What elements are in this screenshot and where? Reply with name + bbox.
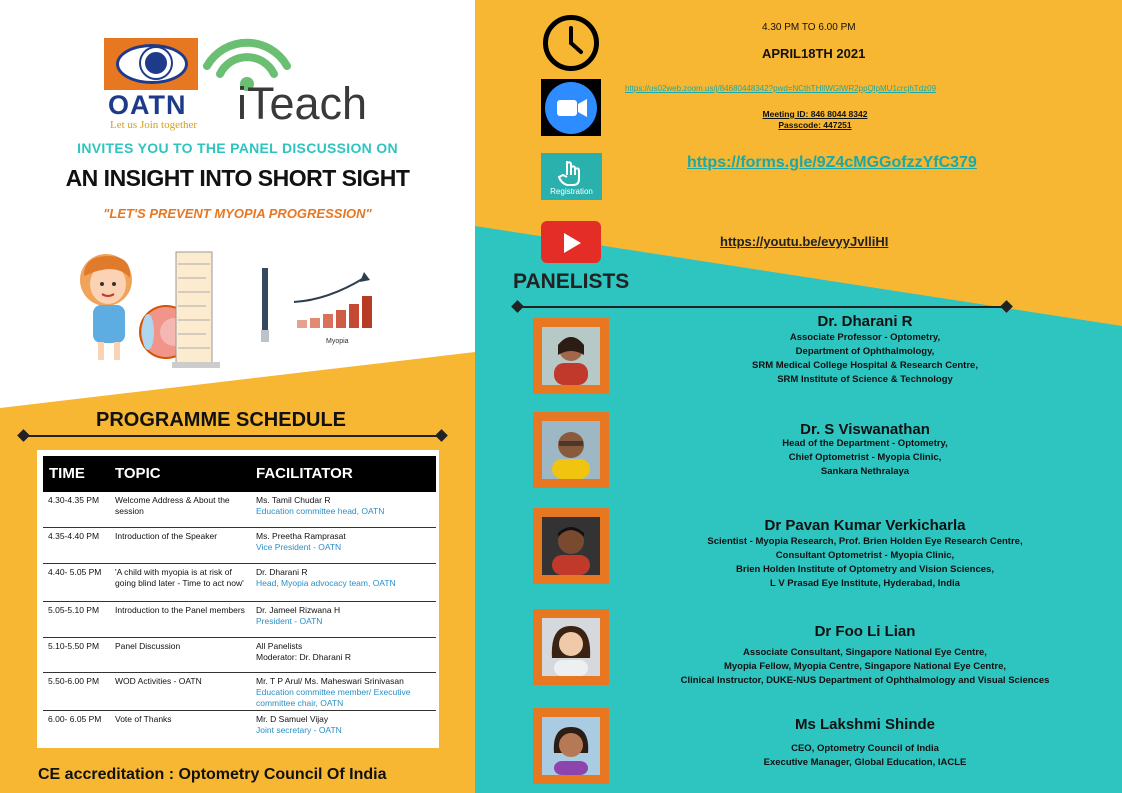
panelists-divider: [517, 306, 1007, 308]
ce-accreditation: CE accreditation : Optometry Council Of India: [38, 766, 387, 783]
table-row: [43, 564, 436, 602]
facilitator-role: President - OATN: [256, 616, 323, 626]
registration-label: Registration: [550, 187, 593, 196]
cell-facilitator: [256, 714, 434, 736]
cell-topic: Vote of Thanks: [115, 714, 172, 724]
meeting-passcode: Passcode: 447251: [778, 120, 852, 130]
panelist-detail-line: Executive Manager, Global Education, IACLE: [763, 757, 967, 768]
table-row: [43, 638, 436, 673]
registration-icon[interactable]: [541, 153, 602, 200]
cell-time: 4.35-4.40 PM: [48, 531, 100, 541]
panelist-details: [605, 331, 1122, 387]
pen-illustration: [261, 268, 269, 342]
iteach-logo-text: iTeach: [237, 78, 368, 129]
panelist-name: Ms Lakshmi Shinde: [794, 716, 936, 733]
zoom-link[interactable]: https://us02web.zoom.us/j/84680448342?pwd=NCthTHlIWGlWR2ppQlpMU1crcjhTdz09: [625, 84, 937, 93]
schedule-divider: [22, 435, 446, 437]
panelist-detail-line: Brien Holden Institute of Optometry and Vision Sciences,: [736, 564, 994, 575]
invite-text: INVITES YOU TO THE PANEL DISCUSSION ON: [77, 140, 398, 156]
panelist-detail-line: CEO, Optometry Council of India: [791, 743, 939, 754]
clock-icon: [543, 15, 599, 71]
panelists-title: PANELISTS: [513, 270, 630, 293]
facilitator-role: Moderator: Dr. Dharani R: [256, 652, 351, 662]
facilitator-name: Dr. Jameel Rizwana H: [256, 605, 341, 615]
iteach-logo: [203, 32, 393, 127]
panelist-detail-line: Department of Ophthalmology,: [795, 346, 935, 357]
cell-time: 4.40- 5.05 PM: [48, 567, 102, 577]
panelist-name: Dr. S Viswanathan: [800, 421, 930, 438]
oatn-logo: [104, 38, 200, 131]
panelist-name: Dr Pavan Kumar Verkicharla: [764, 517, 966, 534]
cell-facilitator: [256, 641, 434, 663]
right-panel: [475, 0, 1122, 793]
myopia-illustration: [78, 250, 388, 375]
schedule-header-row: [43, 456, 436, 492]
panelist-details: [605, 535, 1122, 591]
illustration-label: Myopia: [326, 338, 349, 345]
cell-time: 5.10-5.50 PM: [48, 641, 100, 651]
panelist-detail-line: Head of the Department - Optometry,: [782, 438, 948, 449]
schedule-table: [37, 450, 439, 748]
panelist-detail-line: SRM Medical College Hospital & Research Centre,: [752, 360, 978, 371]
panelist-detail-line: Myopia Fellow, Myopia Centre, Singapore National Eye Centre,: [723, 661, 1007, 672]
column-header-topic: TOPIC: [115, 465, 161, 482]
panelist-detail-line: L V Prasad Eye Institute, Hyderabad, India: [770, 578, 960, 589]
panelist-detail-line: SRM Institute of Science & Technology: [777, 374, 953, 385]
page-subtitle: "LET'S PREVENT MYOPIA PROGRESSION": [103, 206, 372, 221]
myopia-growth-chart: [294, 272, 372, 328]
table-row: [43, 602, 436, 638]
facilitator-name: Dr. Dharani R: [256, 567, 308, 577]
panelist-detail-line: Associate Professor - Optometry,: [789, 332, 941, 343]
panelist-details: [605, 646, 1122, 688]
table-row: [43, 492, 436, 528]
event-time: 4.30 PM TO 6.00 PM: [762, 22, 856, 33]
panelist-detail-line: Chief Optometrist - Myopia Clinic,: [788, 452, 942, 463]
cell-facilitator: [256, 676, 434, 709]
ruler-illustration: [172, 252, 220, 368]
facilitator-name: Mr. D Samuel Vijay: [256, 714, 329, 724]
column-header-facilitator: FACILITATOR: [256, 465, 353, 482]
cell-facilitator: [256, 495, 434, 517]
cell-facilitator: [256, 531, 434, 553]
panelist-detail-line: Scientist - Myopia Research, Prof. Brien Holden Eye Research Centre,: [707, 536, 1023, 547]
cell-time: 4.30-4.35 PM: [48, 495, 100, 505]
cell-facilitator: [256, 567, 434, 589]
cell-time: 6.00- 6.05 PM: [48, 714, 102, 724]
cell-topic: 'A child with myopia is at risk of going blind later - Time to act now': [115, 567, 244, 588]
facilitator-role: Joint secretary - OATN: [256, 725, 342, 735]
oatn-logo-text: OATN: [108, 90, 187, 120]
schedule-title: PROGRAMME SCHEDULE: [96, 409, 347, 431]
hand-pointer-icon: [541, 153, 602, 187]
registration-form-link[interactable]: https://forms.gle/9Z4cMGGofzzYfC379: [687, 154, 977, 171]
cell-time: 5.50-6.00 PM: [48, 676, 100, 686]
panelist-name: Dr. Dharani R: [817, 313, 913, 330]
panelist-name: Dr Foo Li Lian: [814, 623, 916, 640]
youtube-link[interactable]: https://youtu.be/evyyJvlliHI: [720, 234, 889, 249]
panelist-detail-line: Clinical Instructor, DUKE-NUS Department of Ophthalmology and Visual Sciences: [680, 675, 1050, 686]
facilitator-name: Ms. Tamil Chudar R: [256, 495, 331, 505]
page-title: AN INSIGHT INTO SHORT SIGHT: [65, 165, 410, 191]
avatar: [533, 609, 609, 685]
panelist-detail-line: Consultant Optometrist - Myopia Clinic,: [775, 550, 955, 561]
avatar: [533, 508, 609, 584]
avatar: [533, 318, 609, 394]
panelist-details: [605, 437, 1122, 479]
facilitator-name: Ms. Preetha Ramprasat: [256, 531, 346, 541]
cell-topic: Introduction to the Panel members: [115, 605, 245, 615]
facilitator-name: Mr. T P Arul/ Ms. Maheswari Srinivasan: [256, 676, 404, 686]
cell-topic: WOD Activities - OATN: [115, 676, 202, 686]
facilitator-role: Head, Myopia advocacy team, OATN: [256, 578, 396, 588]
cell-topic: Introduction of the Speaker: [115, 531, 218, 541]
facilitator-role: Vice President - OATN: [256, 542, 342, 552]
youtube-icon[interactable]: [541, 221, 601, 263]
facilitator-name: All Panelists: [256, 641, 303, 651]
cell-time: 5.05-5.10 PM: [48, 605, 100, 615]
girl-illustration: [80, 254, 132, 360]
panelist-detail-line: Sankara Nethralaya: [820, 466, 910, 477]
panelist-details: [605, 742, 1122, 770]
oatn-tagline: Let us Join together: [110, 119, 198, 131]
avatar: [533, 412, 609, 488]
meeting-details: [475, 109, 1122, 131]
facilitator-role: Education committee head, OATN: [256, 506, 385, 516]
avatar: [533, 708, 609, 784]
table-row: [43, 673, 436, 711]
column-header-time: TIME: [49, 465, 85, 482]
left-panel: [0, 0, 475, 793]
cell-topic: Panel Discussion: [115, 641, 181, 651]
meeting-id: Meeting ID: 846 8044 8342: [762, 109, 868, 119]
panelist-detail-line: Associate Consultant, Singapore National Eye Centre,: [743, 647, 987, 658]
cell-topic: Welcome Address & About the session: [115, 495, 230, 516]
facilitator-role: Education committee member/ Executive committee chair, OATN: [256, 687, 411, 708]
table-row: [43, 711, 436, 745]
cell-facilitator: [256, 605, 434, 627]
event-date: APRIL18TH 2021: [762, 46, 866, 61]
table-row: [43, 528, 436, 564]
